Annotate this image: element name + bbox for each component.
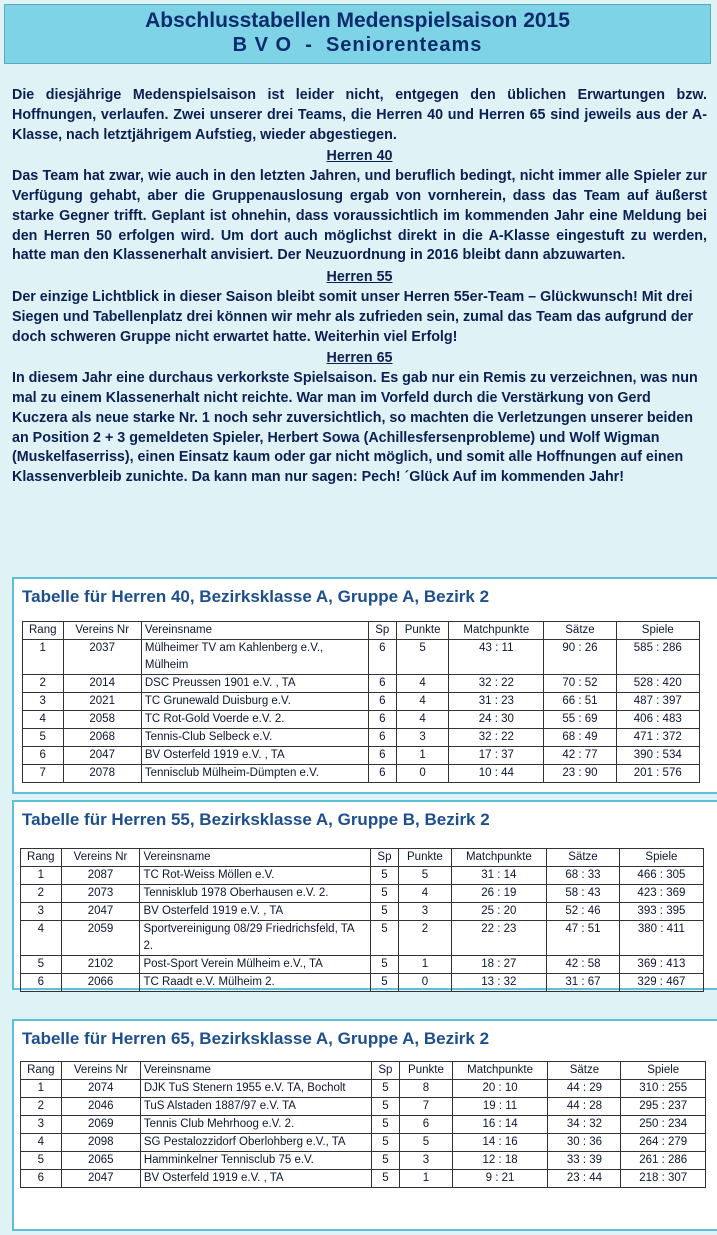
page-title: Abschlusstabellen Medenspielsaison 2015 (145, 9, 570, 32)
cell-club-number: 2047 (61, 1170, 140, 1188)
cell-sets: 58 : 43 (547, 885, 620, 903)
column-header-games: Spiele (619, 849, 703, 867)
cell-club-number: 2058 (63, 711, 141, 729)
page-header (4, 4, 711, 64)
cell-games: 390 : 534 (616, 747, 699, 765)
column-header-club-name: Vereinsname (141, 622, 368, 640)
cell-sets: 55 : 69 (544, 711, 616, 729)
cell-rank: 6 (23, 747, 64, 765)
section-text-herren-65: In diesem Jahr eine durchaus verkorkste Spielsaison. Es gab nur ein Remis zu verzeichnen, was nun mal zu einem Klassenerhalt nicht reichte. War man im Vorfeld durch die Verstärkung von Gerd Kuczera als neue starke Nr. 1 noch sehr zuversichtlich, so machten die Verletzungen unserer beiden an Position 2 + 3 gemeldeten Spieler, Herbert Sowa (Achillesfersenprobleme) und Wolf Wigman (Muskelfaserriss), einen Einsatz kaum oder gar nicht möglich, und somit alle Hoffnungen auf einen Klassenverbleib zunichte. Da kann man nur sagen: Pech! ´Glück Auf im kommenden Jahr! (12, 370, 698, 486)
cell-sets: 33 : 39 (548, 1152, 621, 1170)
cell-points: 0 (396, 765, 448, 783)
table-row (23, 747, 700, 765)
cell-sets: 42 : 58 (547, 956, 620, 974)
cell-matches-played: 6 (368, 747, 396, 765)
cell-rank: 1 (23, 640, 64, 675)
cell-games: 406 : 483 (616, 711, 699, 729)
cell-sets: 66 : 51 (544, 693, 616, 711)
cell-matches-played: 5 (370, 903, 399, 921)
cell-club-number: 2069 (61, 1116, 140, 1134)
table-row (21, 1116, 706, 1134)
cell-match-points: 24 : 30 (449, 711, 544, 729)
cell-games: 310 : 255 (621, 1080, 706, 1098)
cell-matches-played: 6 (368, 693, 396, 711)
column-header-rank: Rang (21, 849, 62, 867)
column-header-match-points: Matchpunkte (451, 849, 547, 867)
table-title-herren-40: Tabelle für Herren 40, Bezirksklasse A, Gruppe A, Bezirk 2 (22, 587, 490, 606)
table-row (21, 921, 704, 956)
cell-club-number: 2074 (61, 1080, 140, 1098)
column-header-matches-played: Sp (368, 622, 396, 640)
section-heading-herren-65: Herren 65 (326, 350, 393, 367)
cell-sets: 42 : 77 (544, 747, 616, 765)
cell-sets: 70 : 52 (544, 675, 616, 693)
column-header-points: Punkte (399, 849, 451, 867)
column-header-points: Punkte (396, 622, 448, 640)
table-row (21, 1170, 706, 1188)
column-header-rank: Rang (23, 622, 64, 640)
cell-club-number: 2098 (61, 1134, 140, 1152)
table-header-row (21, 1062, 706, 1080)
cell-club-name: TC Grunewald Duisburg e.V. (141, 693, 368, 711)
cell-rank: 2 (21, 1098, 62, 1116)
cell-sets: 68 : 49 (544, 729, 616, 747)
cell-club-name: Tennisklub 1978 Oberhausen e.V. 2. (140, 885, 370, 903)
page-subtitle: B V O - Seniorenteams (232, 34, 483, 56)
cell-matches-played: 5 (371, 1080, 400, 1098)
cell-points: 5 (399, 867, 451, 885)
cell-club-number: 2014 (63, 675, 141, 693)
table-row (23, 729, 700, 747)
column-header-rank: Rang (21, 1062, 62, 1080)
cell-sets: 44 : 29 (548, 1080, 621, 1098)
cell-points: 4 (396, 711, 448, 729)
cell-points: 1 (396, 747, 448, 765)
column-header-sets: Sätze (544, 622, 616, 640)
cell-match-points: 17 : 37 (449, 747, 544, 765)
cell-match-points: 31 : 14 (451, 867, 547, 885)
cell-match-points: 14 : 16 (452, 1134, 548, 1152)
section-heading-herren-40: Herren 40 (326, 148, 393, 165)
cell-club-number: 2047 (63, 747, 141, 765)
cell-matches-played: 5 (371, 1134, 400, 1152)
cell-club-number: 2102 (61, 956, 140, 974)
cell-games: 218 : 307 (621, 1170, 706, 1188)
cell-rank: 1 (21, 1080, 62, 1098)
table-row (23, 711, 700, 729)
cell-club-number: 2065 (61, 1152, 140, 1170)
cell-points: 3 (400, 1152, 452, 1170)
cell-club-number: 2047 (61, 903, 140, 921)
column-header-club-name: Vereinsname (140, 849, 370, 867)
table-row (21, 956, 704, 974)
cell-rank: 6 (21, 1170, 62, 1188)
cell-club-number: 2059 (61, 921, 140, 956)
cell-club-number: 2066 (61, 974, 140, 992)
cell-rank: 3 (21, 1116, 62, 1134)
cell-points: 5 (396, 640, 448, 675)
table-row (23, 675, 700, 693)
column-header-club-name: Vereinsname (140, 1062, 371, 1080)
cell-club-number: 2078 (63, 765, 141, 783)
cell-points: 6 (400, 1116, 452, 1134)
cell-games: 466 : 305 (619, 867, 703, 885)
cell-rank: 4 (21, 1134, 62, 1152)
cell-points: 3 (396, 729, 448, 747)
table-title-herren-55: Tabelle für Herren 55, Bezirksklasse A, Gruppe B, Bezirk 2 (22, 810, 490, 829)
cell-rank: 4 (21, 921, 62, 956)
cell-matches-played: 5 (371, 1170, 400, 1188)
cell-sets: 23 : 44 (548, 1170, 621, 1188)
table-row (21, 903, 704, 921)
cell-club-number: 2087 (61, 867, 140, 885)
column-header-sets: Sätze (547, 849, 620, 867)
table-box-herren-40 (12, 577, 717, 794)
cell-club-name: SG Pestalozzidorf Oberlohberg e.V., TA (140, 1134, 371, 1152)
section-heading-herren-55: Herren 55 (326, 269, 393, 286)
cell-rank: 2 (21, 885, 62, 903)
column-header-club-number: Vereins Nr (61, 849, 140, 867)
table-header-row (23, 622, 700, 640)
cell-games: 250 : 234 (621, 1116, 706, 1134)
standings-table-herren-55 (20, 848, 704, 992)
cell-points: 1 (400, 1170, 452, 1188)
table-header-row (21, 849, 704, 867)
cell-games: 380 : 411 (619, 921, 703, 956)
cell-club-name: TC Raadt e.V. Mülheim 2. (140, 974, 370, 992)
cell-matches-played: 5 (370, 867, 399, 885)
cell-points: 4 (399, 885, 451, 903)
cell-club-name: TuS Alstaden 1887/97 e.V. TA (140, 1098, 371, 1116)
table-row (21, 1134, 706, 1152)
table-row (23, 640, 700, 675)
cell-games: 585 : 286 (616, 640, 699, 675)
cell-matches-played: 5 (371, 1152, 400, 1170)
table-box-herren-65 (12, 1019, 717, 1231)
column-header-sets: Sätze (548, 1062, 621, 1080)
cell-match-points: 13 : 32 (451, 974, 547, 992)
table-row (21, 974, 704, 992)
cell-rank: 2 (23, 675, 64, 693)
cell-points: 1 (399, 956, 451, 974)
cell-club-name: DSC Preussen 1901 e.V. , TA (141, 675, 368, 693)
cell-match-points: 32 : 22 (449, 675, 544, 693)
cell-club-name: Sportvereinigung 08/29 Friedrichsfeld, TA 2. (140, 921, 370, 956)
cell-rank: 5 (23, 729, 64, 747)
cell-club-name: BV Osterfeld 1919 e.V. , TA (140, 1170, 371, 1188)
table-row (21, 867, 704, 885)
cell-club-name: TC Rot-Gold Voerde e.V. 2. (141, 711, 368, 729)
cell-matches-played: 5 (371, 1098, 400, 1116)
table-row (23, 765, 700, 783)
cell-sets: 52 : 46 (547, 903, 620, 921)
cell-rank: 3 (23, 693, 64, 711)
cell-club-number: 2068 (63, 729, 141, 747)
cell-matches-played: 5 (370, 885, 399, 903)
section-text-herren-55: Der einzige Lichtblick in dieser Saison bleibt somit unser Herren 55er-Team – Glückwunsch! Mit drei Siegen und Tabellenplatz drei können wir mehr als zufrieden sein, zumal das Team das aufgrund der doch schweren Gruppe nicht erwartet hatte. Weiterhin viel Erfolg! (12, 288, 694, 345)
table-row (21, 885, 704, 903)
report-text (12, 86, 707, 488)
cell-rank: 6 (21, 974, 62, 992)
cell-games: 423 : 369 (619, 885, 703, 903)
cell-match-points: 12 : 18 (452, 1152, 548, 1170)
cell-matches-played: 6 (368, 729, 396, 747)
cell-club-name: TC Rot-Weiss Möllen e.V. (140, 867, 370, 885)
column-header-match-points: Matchpunkte (452, 1062, 548, 1080)
table-title-herren-65: Tabelle für Herren 65, Bezirksklasse A, Gruppe A, Bezirk 2 (22, 1029, 490, 1048)
cell-match-points: 19 : 11 (452, 1098, 548, 1116)
cell-sets: 68 : 33 (547, 867, 620, 885)
cell-club-number: 2037 (63, 640, 141, 675)
cell-club-name: Tennis-Club Selbeck e.V. (141, 729, 368, 747)
cell-match-points: 25 : 20 (451, 903, 547, 921)
cell-games: 201 : 576 (616, 765, 699, 783)
cell-sets: 31 : 67 (547, 974, 620, 992)
cell-sets: 23 : 90 (544, 765, 616, 783)
cell-match-points: 10 : 44 (449, 765, 544, 783)
cell-matches-played: 5 (370, 921, 399, 956)
cell-points: 0 (399, 974, 451, 992)
cell-points: 8 (400, 1080, 452, 1098)
table-row (23, 693, 700, 711)
section-text-herren-40: Das Team hat zwar, wie auch in den letzten Jahren, und beruflich bedingt, nicht immer alle Spieler zur Verfügung gehabt, aber die Gruppenauslosung ergab von vornherein, dass das Team auf äußerst starke Gegner trifft. Geplant ist ohnehin, dass voraussichtlich im kommenden Jahr eine Meldung bei den Herren 50 erfolgen wird. Um dort auch möglichst direkt in die A-Klasse eingestuft zu werden, hatte man den Klassenerhalt anvisiert. Der Neuzuordnung in 2016 bleibt dann abzuwarten. (12, 168, 707, 264)
cell-sets: 30 : 36 (548, 1134, 621, 1152)
standings-table-herren-65 (20, 1061, 706, 1188)
cell-club-number: 2021 (63, 693, 141, 711)
intro-paragraph: Die diesjährige Medenspielsaison ist leider nicht, entgegen den üblichen Erwartungen bzw. Hoffnungen, verlaufen. Zwei unserer drei Teams, die Herren 40 und Herren 65 sind jeweils aus der A-Klasse, nach letztjährigem Aufstieg, wieder abgestiegen. (12, 87, 707, 143)
cell-matches-played: 6 (368, 640, 396, 675)
cell-games: 329 : 467 (619, 974, 703, 992)
column-header-club-number: Vereins Nr (61, 1062, 140, 1080)
column-header-games: Spiele (621, 1062, 706, 1080)
cell-points: 4 (396, 675, 448, 693)
cell-match-points: 32 : 22 (449, 729, 544, 747)
cell-games: 471 : 372 (616, 729, 699, 747)
cell-matches-played: 6 (368, 675, 396, 693)
cell-match-points: 26 : 19 (451, 885, 547, 903)
column-header-games: Spiele (616, 622, 699, 640)
cell-match-points: 22 : 23 (451, 921, 547, 956)
table-box-herren-55 (12, 800, 717, 990)
cell-sets: 34 : 32 (548, 1116, 621, 1134)
cell-club-name: BV Osterfeld 1919 e.V. , TA (141, 747, 368, 765)
standings-table-herren-40 (22, 621, 700, 783)
column-header-matches-played: Sp (371, 1062, 400, 1080)
cell-rank: 3 (21, 903, 62, 921)
cell-rank: 5 (21, 1152, 62, 1170)
cell-matches-played: 5 (370, 956, 399, 974)
cell-matches-played: 6 (368, 765, 396, 783)
column-header-matches-played: Sp (370, 849, 399, 867)
cell-club-name: Mülheimer TV am Kahlenberg e.V., Mülheim (141, 640, 368, 675)
cell-match-points: 18 : 27 (451, 956, 547, 974)
cell-sets: 47 : 51 (547, 921, 620, 956)
cell-rank: 4 (23, 711, 64, 729)
column-header-match-points: Matchpunkte (449, 622, 544, 640)
cell-games: 487 : 397 (616, 693, 699, 711)
cell-sets: 44 : 28 (548, 1098, 621, 1116)
cell-matches-played: 5 (371, 1116, 400, 1134)
table-row (21, 1098, 706, 1116)
cell-games: 393 : 395 (619, 903, 703, 921)
cell-club-number: 2046 (61, 1098, 140, 1116)
cell-rank: 7 (23, 765, 64, 783)
cell-games: 261 : 286 (621, 1152, 706, 1170)
cell-club-name: Tennisclub Mülheim-Dümpten e.V. (141, 765, 368, 783)
cell-club-name: DJK TuS Stenern 1955 e.V. TA, Bocholt (140, 1080, 371, 1098)
cell-points: 2 (399, 921, 451, 956)
cell-games: 528 : 420 (616, 675, 699, 693)
table-row (21, 1152, 706, 1170)
cell-points: 7 (400, 1098, 452, 1116)
cell-match-points: 43 : 11 (449, 640, 544, 675)
cell-points: 4 (396, 693, 448, 711)
cell-club-name: Post-Sport Verein Mülheim e.V., TA (140, 956, 370, 974)
cell-games: 369 : 413 (619, 956, 703, 974)
cell-match-points: 9 : 21 (452, 1170, 548, 1188)
cell-games: 264 : 279 (621, 1134, 706, 1152)
column-header-points: Punkte (400, 1062, 452, 1080)
cell-club-name: Tennis Club Mehrhoog e.V. 2. (140, 1116, 371, 1134)
cell-club-name: BV Osterfeld 1919 e.V. , TA (140, 903, 370, 921)
cell-rank: 5 (21, 956, 62, 974)
cell-sets: 90 : 26 (544, 640, 616, 675)
column-header-club-number: Vereins Nr (63, 622, 141, 640)
cell-match-points: 20 : 10 (452, 1080, 548, 1098)
cell-rank: 1 (21, 867, 62, 885)
cell-matches-played: 5 (370, 974, 399, 992)
table-row (21, 1080, 706, 1098)
cell-matches-played: 6 (368, 711, 396, 729)
cell-points: 5 (400, 1134, 452, 1152)
cell-points: 3 (399, 903, 451, 921)
cell-club-name: Hamminkelner Tennisclub 75 e.V. (140, 1152, 371, 1170)
cell-club-number: 2073 (61, 885, 140, 903)
cell-games: 295 : 237 (621, 1098, 706, 1116)
cell-match-points: 16 : 14 (452, 1116, 548, 1134)
cell-match-points: 31 : 23 (449, 693, 544, 711)
